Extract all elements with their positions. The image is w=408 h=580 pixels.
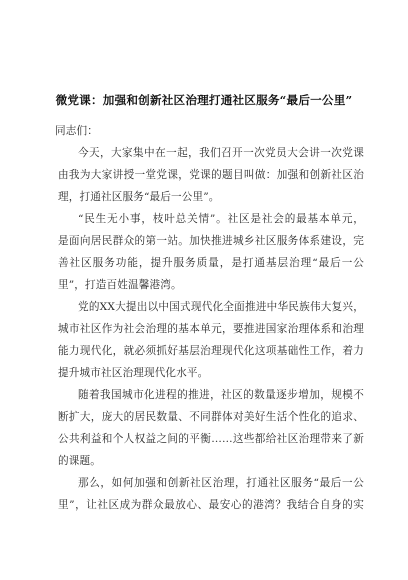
paragraph-line: “民生无小事，枝叶总关情”。社区是社会的最基本单元，: [78, 213, 364, 225]
paragraph-line: 城市社区作为社会治理的基本单元，要推进国家治理体系和治理: [58, 323, 364, 335]
paragraph-line: 党的XX大提出以中国式现代化全面推进中华民族伟大复兴，: [78, 301, 364, 313]
document-title: 微党课：加强和创新社区治理打通社区服务“最后一公里”: [55, 93, 353, 107]
paragraph-line: 能力现代化，就必须抓好基层治理现代化这项基础性工作，着力: [58, 345, 364, 357]
salutation: 同志们：: [55, 125, 98, 137]
paragraph-line: 提升城市社区治理现代化水平。: [58, 367, 209, 379]
paragraph-line: 是面向居民群众的第一站。加快推进城乡社区服务体系建设，完: [58, 235, 364, 247]
paragraph-line: 善社区服务功能，提升服务质量，是打通基层治理“最后一公: [58, 257, 364, 269]
paragraph-line: 由我为大家讲授一堂党课，党课的题目叫做：加强和创新社区治: [58, 169, 364, 181]
paragraph-line: 那么，如何加强和创新社区治理，打通社区服务“最后一公: [78, 477, 364, 489]
paragraph-line: 今天，大家集中在一起，我们召开一次党员大会讲一次党课: [78, 147, 364, 159]
paragraph-line: 理，打通社区服务“最后一公里”。: [58, 191, 220, 203]
paragraph-line: 里”，让社区成为群众最放心、最安心的港湾？我结合自身的实: [58, 499, 364, 511]
paragraph-line: 公共利益和个人权益之间的平衡……这些都给社区治理带来了新: [58, 433, 364, 445]
paragraph-line: 的课题。: [58, 455, 101, 467]
paragraph-line: 断扩大，庞大的居民数量、不同群体对美好生活个性化的追求、: [58, 411, 364, 423]
paragraph-line: 里”，打造百姓温馨港湾。: [58, 279, 182, 291]
paragraph-line: 随着我国城市化进程的推进，社区的数量逐步增加，规模不: [78, 389, 364, 401]
